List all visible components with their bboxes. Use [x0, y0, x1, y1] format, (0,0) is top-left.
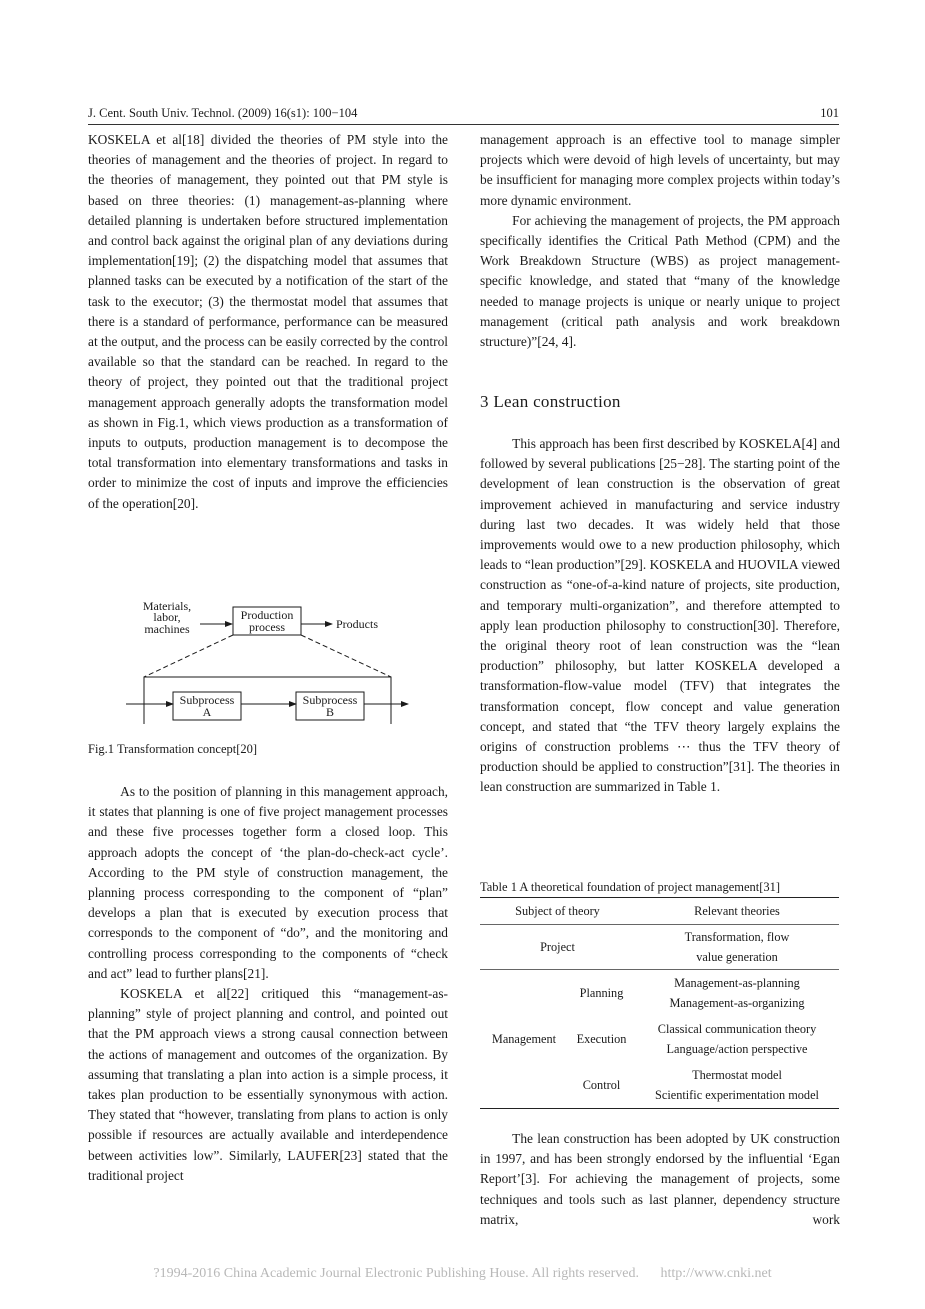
subprocess-a-line1: Subprocess: [179, 693, 235, 707]
figure-transformation-concept: [88, 594, 448, 724]
project-theories: [635, 925, 839, 970]
theory-item: Management-as-planning: [674, 976, 800, 990]
page-number: 101: [820, 106, 839, 120]
subprocess-b-line1: Subprocess: [302, 693, 358, 707]
lean-section-body: [480, 434, 840, 798]
zoom-line-left: [144, 635, 233, 677]
theory-item: Transformation, flow: [684, 930, 790, 944]
figure-caption: Fig.1 Transformation concept[20]: [88, 742, 258, 756]
table-row: [480, 925, 839, 970]
table-caption: Table 1 A theoretical foundation of project management[31]: [480, 880, 781, 894]
control-theories: [635, 1062, 839, 1109]
subprocess-a-line2: A: [202, 705, 212, 719]
table-row: [480, 970, 839, 1017]
paragraph-lean-origin: This approach has been first described by KOSKELA[4] and followed by several publications [25−28]. The starting point of the development of lean construction is the observation of great improvement achieved in manufacturing and service industry during last two decades. It was widely held that those improvements would owe to a new production philosophy, which leads to “lean production”[29]. KOSKELA and HUOVILA viewed construction as “one-of-a-kind nature of projects, site production, and temporary multi-organization”, and therefore attempted to apply lean production philosophy to construction[30]. Therefore, the original theory root of lean construction was the “lean production” philosophy, but latter KOSKELA developed a transformation-flow-value model (TFV) that integrates the transformation concept, flow concept and value generation concept, and stated that “the TFV theory largely explains the origins of construction problems ⋯ thus the TFV theory of production should be applied to construction”[31]. The theories in lean construction are summarized in Table 1.: [480, 436, 840, 795]
subject-management: Management: [491, 1032, 557, 1046]
uk-paragraph-block: [480, 1129, 840, 1230]
execution-theories: [635, 1016, 839, 1062]
planning-theories: [635, 970, 839, 1017]
production-process-line2: process: [249, 620, 285, 634]
theory-item: value generation: [696, 950, 778, 964]
left-column: [88, 130, 448, 514]
footer-url[interactable]: http://www.cnki.net: [660, 1266, 772, 1281]
theory-item: Management-as-organizing: [669, 996, 805, 1010]
production-process-line1: Production: [240, 608, 294, 622]
paragraph-laufer-continued: management approach is an effective tool to manage simpler projects which were devoid of high levels of uncertainty, but may be insufficient for managing more complex projects within today’s more dynamic environment.: [480, 132, 840, 208]
transformation-diagram: [88, 594, 448, 724]
paragraph-cpm-wbs: For achieving the management of projects, the PM approach specifically identifies the Critical Path Method (CPM) and the Work Breakdown Structure (WBS) as project management-specific knowledge, and stated that “many of the knowledge needed to manage projects is unique or nearly unique to project management (critical path analysis and work breakdown structure)”[24, 4].: [480, 212, 840, 350]
inputs-label-line2: labor,: [153, 610, 181, 624]
inputs-label-line1: Materials,: [142, 599, 192, 613]
sub-control: Control: [582, 1078, 621, 1092]
paragraph-koskela-theories: KOSKELA et al[18] divided the theories of PM style into the theories of management and the theories of project. In regard to the theories of management, they pointed out that PM style is based on three theories: (1) management-as-planning where detailed planning is undertaken before structured implementation and control back against the original plan of any deviations during implementation[19]; (2) the dispatching model that assumes that planned tasks can be executed by a notification of the start of the task to the executor; (3) the thermostat model that assumes that there is a standard of performance, performance can be measured at the output, and the process can be easily corrected by the control available so that the standard can be reached. In regard to the theory of project, they pointed out that the traditional project management approach generally adopts the transformation model as shown in Fig.1, which views production as a transformation of inputs to outputs, production management is to decompose the total transformation into elementary transformations and tasks in order to minimize the cost of inputs and improve the efficiencies of the operation[20].: [88, 132, 448, 511]
right-column: [480, 130, 840, 352]
subject-project: Project: [480, 925, 635, 970]
copyright-footer: [0, 1266, 925, 1282]
theory-item: Language/action perspective: [666, 1042, 808, 1056]
theory-item: Classical communication theory: [657, 1022, 817, 1036]
left-column-lower: [88, 782, 448, 1186]
theory-item: Scientific experimentation model: [655, 1088, 819, 1102]
theory-table: [480, 897, 839, 1109]
zoom-line-right: [301, 635, 391, 677]
table-header-row: [480, 898, 839, 925]
running-header: [88, 104, 839, 125]
paragraph-uk-adoption: The lean construction has been adopted by UK construction in 1997, and has been strongly endorsed by the influential ‘Egan Report’[3]. For achieving the management of projects, some techniques and tools such as last planner, dependency structure matrix, work: [480, 1131, 840, 1227]
theory-item: Thermostat model: [692, 1068, 782, 1082]
paragraph-planning-position: As to the position of planning in this management approach, it states that planning is one of five project management processes and these five processes together form a closed loop. This approach adopts the concept of ‘the plan-do-check-act cycle’. According to the PM style of construction management, the planning process corresponding to the component of “plan” develops a plan that is executed by execution process that corresponds to the component of “do”, and the monitoring and controlling process corresponding to the components of “check and act” lead to further plans[21].: [88, 784, 448, 981]
sub-execution: Execution: [576, 1032, 627, 1046]
header-theories: Relevant theories: [635, 898, 839, 925]
section-heading: 3 Lean construction: [480, 392, 621, 411]
paragraph-koskela-critique: KOSKELA et al[22] critiqued this “management-as-planning” style of project planning and control, and pointed out that the PM approach views a strong causal connection between the actions of management and outcomes of the organization. By assuming that translating a plan into action is a simple process, it takes plan production to be essentially synonymous with action. They stated that “however, translating from plans to action is only possible if resources are actually available and interdependence between activities low”. Similarly, LAUFER[23] stated that the traditional project: [88, 986, 448, 1183]
header-subject: Subject of theory: [480, 898, 635, 925]
copyright-text: ?1994-2016 China Academic Journal Electronic Publishing House. All rights reserved.: [153, 1266, 640, 1281]
products-label: Products: [336, 617, 378, 631]
journal-citation: J. Cent. South Univ. Technol. (2009) 16(s1): 100−104: [88, 106, 358, 120]
sub-planning: Planning: [579, 986, 624, 1000]
subprocess-b-line2: B: [325, 705, 335, 719]
inputs-label-line3: machines: [144, 622, 190, 636]
